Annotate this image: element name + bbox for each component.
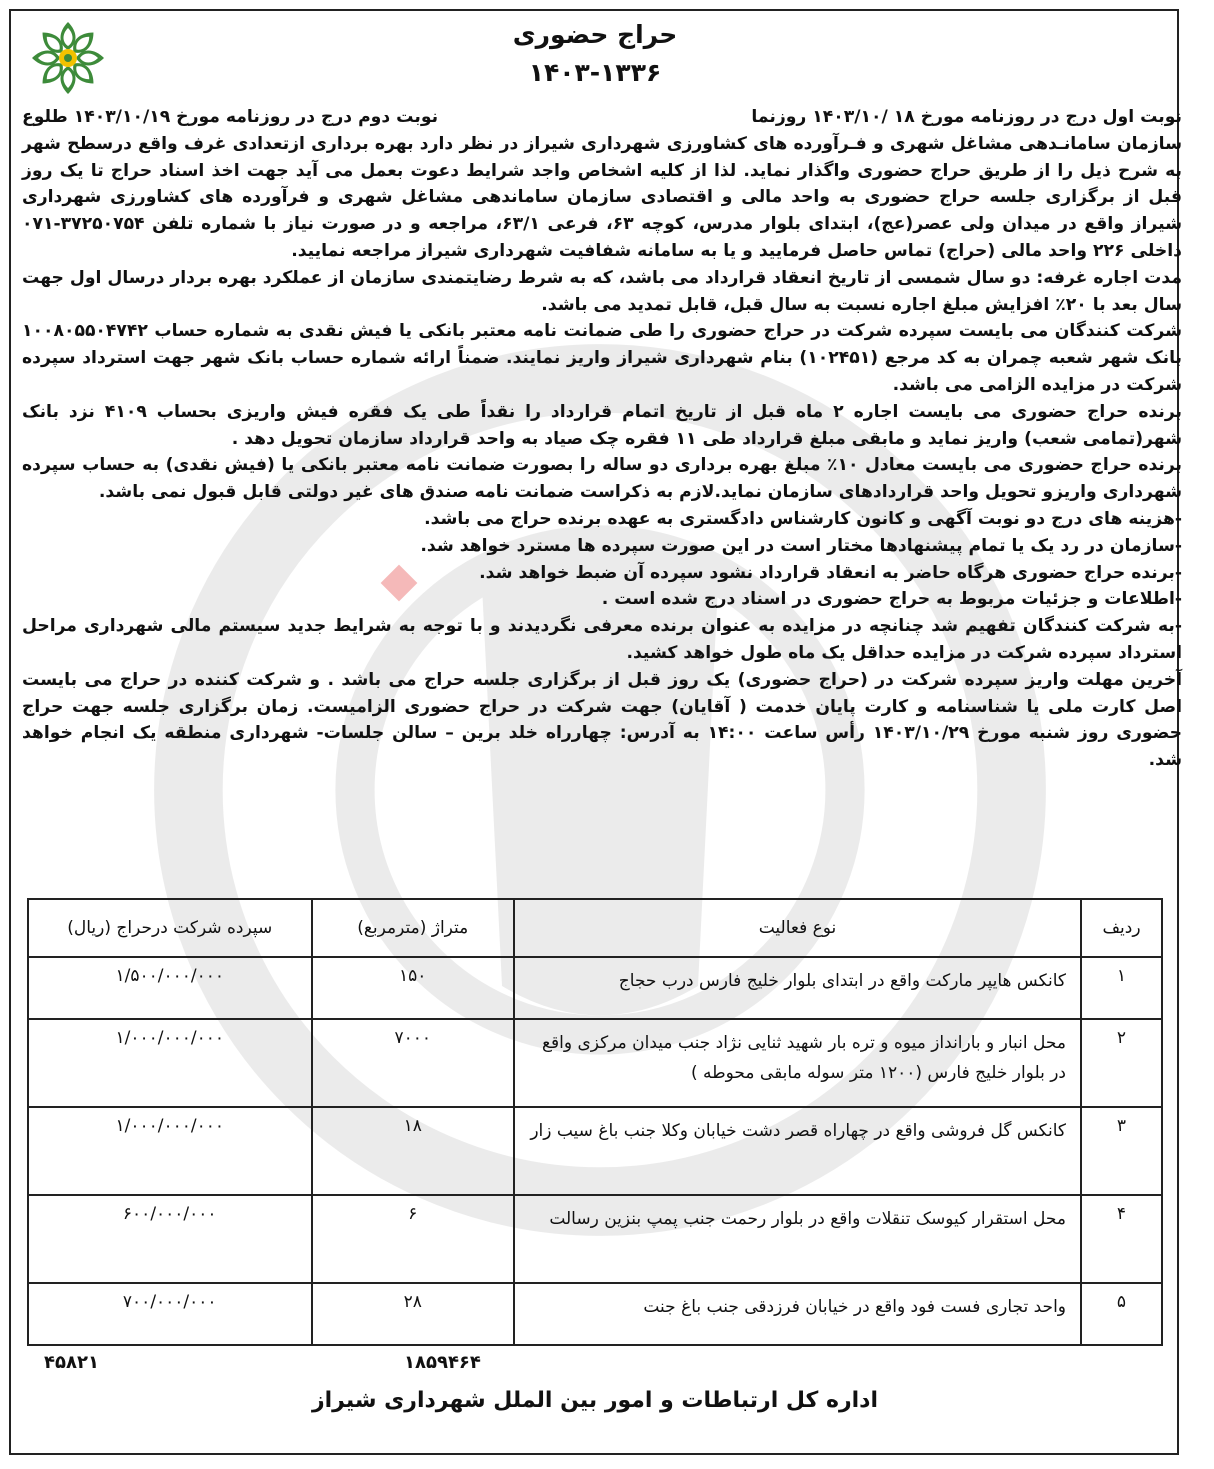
- header-row-number: ردیف: [1081, 899, 1162, 957]
- cell-activity: واحد تجاری فست فود واقع در خیابان فرزدقی جنب باغ جنت: [514, 1283, 1081, 1345]
- table-row: [28, 1283, 1162, 1345]
- table-row: [28, 1107, 1162, 1195]
- table-row: [28, 1019, 1162, 1107]
- table-row: [28, 1195, 1162, 1283]
- cell-deposit: ۶۰۰/۰۰۰/۰۰۰: [28, 1195, 312, 1283]
- table-row: [28, 957, 1162, 1019]
- paragraph-payment: برنده حراج حضوری می بایست اجاره ۲ ماه قبل از تاریخ اتمام قرارداد را نقداً طی یک فقره فیش واریزی بحساب ۴۱۰۹ نزد بانک شهر(تمامی شعب) واریز نماید و مابقی مبلغ قرارداد طی ۱۱ فقره چک صیاد به واحد قرارداد سازمان تحویل دهد .: [22, 401, 1183, 449]
- paragraph-forfeit: -برنده حراج حضوری هرگاه حاضر به انعقاد قرارداد نشود سپرده آن ضبط خواهد شد.: [479, 562, 1182, 583]
- notice-body: [22, 104, 1182, 774]
- cell-activity: کانکس گل فروشی واقع در چهاراه قصر دشت خیابان وکلا جنب باغ سیب زار: [514, 1107, 1081, 1195]
- paragraph-costs: -هزینه های درج دو نوبت آگهی و کانون کارشناس دادگستری به عهده برنده حراج می باشد.: [424, 508, 1182, 529]
- cell-deposit: ۷۰۰/۰۰۰/۰۰۰: [28, 1283, 312, 1345]
- cell-area: ۷۰۰۰: [312, 1019, 515, 1107]
- cell-row-number: ۱: [1081, 957, 1162, 1019]
- paragraph-details: -اطلاعات و جزئیات مربوط به حراج حضوری در اسناد درج شده است .: [601, 589, 1182, 610]
- paragraph-lease-term: مدت اجاره غرفه: دو سال شمسی از تاریخ انعقاد قرارداد می باشد، که به شرط رضایتمندی سازمان از عملکرد بهره بردار درسال اول جهت سال بعد با ۲۰٪ افزایش مبلغ اجاره نسبت به سال قبل، قابل تمدید می باشد.: [22, 267, 1182, 315]
- header-area: متراژ (مترمربع): [312, 899, 515, 957]
- paragraph-intro: سازمان سامانـدهی مشاغل شهری و فـرآورده های کشاورزی شهرداری شیراز در نظر دارد بهره برداری ازتعدادی غرف واقع درسطح شهر به شرح ذیل را از طریق حراج حضوری واگذار نماید. لذا از کلیه اشخاص واجد شرایط دعوت بعمل می آید جهت اخذ اسناد حراج تا یک روز قبل از برگزاری جلسه حراج حضوری به واحد مالی و اقتصادی سازمان ساماندهی مشاغل شهری و فرآورده های کشاورزی شهرداری شیراز واقع در میدان ولی عصر(عج)، ابتدای بلوار مدرس، کوچه ۶۳، فرعی ۶۳/۱، مراجعه و در صورت نیاز با شماره تلفن ۳۷۲۵۰۷۵۴-۰۷۱ داخلی ۲۲۶ واحد مالی (حراج) تماس حاصل فرمایید و یا به سامانه شفافیت شهرداری شیراز مراجعه نمایید.: [22, 133, 1183, 261]
- cell-deposit: ۱/۰۰۰/۰۰۰/۰۰۰: [28, 1107, 312, 1195]
- publication-dates: [22, 104, 1182, 131]
- header-deposit: سپرده شرکت درحراج (ریال): [28, 899, 312, 957]
- cell-row-number: ۵: [1081, 1283, 1162, 1345]
- cell-area: ۱۵۰: [312, 957, 515, 1019]
- header-activity: نوع فعالیت: [514, 899, 1081, 957]
- footer-issuer: اداره کل ارتباطات و امور بین الملل شهرداری شیراز: [311, 1388, 879, 1413]
- paragraph-guarantee: برنده حراج حضوری می بایست معادل ۱۰٪ مبلغ بهره برداری دو ساله را بصورت ضمانت نامه معتبر بانکی یا (فیش نقدی) به حساب سپرده شهرداری واریزو تحویل واحد قراردادهای سازمان نماید.لازم به ذکراست ضمانت نامه صندق های غیر دولتی قابل قبول نمی باشد.: [22, 455, 1182, 503]
- items-table: [27, 898, 1163, 1346]
- table-header-row: [28, 899, 1162, 957]
- paragraph-refund: -به شرکت کنندگان تفهیم شد چنانچه در مزایده به عنوان برنده معرفی نگردیدند و با توجه به شرایط جدید سیستم مالی شهرداری مراحل استرداد سپرده شرکت در مزایده حداقل یک ماه طول خواهد کشید.: [22, 616, 1182, 663]
- paragraph-deposit: شرکت کنندگان می بایست سپرده شرکت در حراج حضوری را طی ضمانت نامه معتبر بانکی یا فیش نقدی به شماره حساب ۱۰۰۸۰۵۵۰۴۷۴۲ بانک شهر شعبه چمران به کد مرجع (۱۰۲۴۵۱) بنام شهرداری شیراز واریز نمایند. ضمناً ارائه شماره حساب بانک شهر جهت استرداد سپرده شرکت در مزایده الزامی می باشد.: [22, 321, 1182, 395]
- cell-area: ۲۸: [312, 1283, 515, 1345]
- cell-area: ۱۸: [312, 1107, 515, 1195]
- first-publication: نوبت اول درج در روزنامه مورخ ۱۸ /۱۴۰۳/۱۰ روزنما: [751, 107, 1182, 127]
- cell-row-number: ۳: [1081, 1107, 1162, 1195]
- reference-code-middle: ۱۸۵۹۴۶۴: [404, 1352, 481, 1373]
- cell-activity: کانکس هایپر مارکت واقع در ابتدای بلوار خلیج فارس درب حجاج: [514, 957, 1081, 1019]
- paragraph-deadline: آخرین مهلت واریز سپرده شرکت در (حراج حضوری) یک روز قبل از برگزاری جلسه حراج می باشد . و شرکت کننده در حراج می بایست اصل کارت ملی یا شناسنامه و کارت پایان خدمت ( آقایان) جهت شرکت در حراج حضوری الزامیست. زمان برگزاری جلسه جهت حراج حضوری روز شنبه مورخ ۱۴۰۳/۱۰/۲۹ رأس ساعت ۱۴:۰۰ به آدرس: چهارراه خلد برین – سالن جلسات- شهرداری منطقه یک انجام خواهد شد.: [22, 669, 1183, 771]
- page-title: حراج حضوری: [512, 20, 678, 49]
- paragraph-rejection: -سازمان در رد یک یا تمام پیشنهادها مختار است در این صورت سپرده ها مسترد خواهد شد.: [420, 535, 1182, 556]
- cell-deposit: ۱/۵۰۰/۰۰۰/۰۰۰: [28, 957, 312, 1019]
- auction-code: ۱۴۰۳-۱۳۳۶: [528, 58, 662, 87]
- cell-activity: محل استقرار کیوسک تنقلات واقع در بلوار رحمت جنب پمپ بنزین رسالت: [514, 1195, 1081, 1283]
- cell-deposit: ۱/۰۰۰/۰۰۰/۰۰۰: [28, 1019, 312, 1107]
- second-publication: نوبت دوم درج در روزنامه مورخ ۱۴۰۳/۱۰/۱۹ طلوع: [22, 107, 439, 127]
- cell-row-number: ۲: [1081, 1019, 1162, 1107]
- cell-activity: محل انبار و بارانداز میوه و تره بار شهید ثنایی نژاد جنب میدان مرکزی واقع در بلوار خلیج فارس (۱۲۰۰ متر سوله مابقی محوطه ): [514, 1019, 1081, 1107]
- cell-row-number: ۴: [1081, 1195, 1162, 1283]
- cell-area: ۶: [312, 1195, 515, 1283]
- reference-code-left: ۴۵۸۲۱: [44, 1352, 99, 1373]
